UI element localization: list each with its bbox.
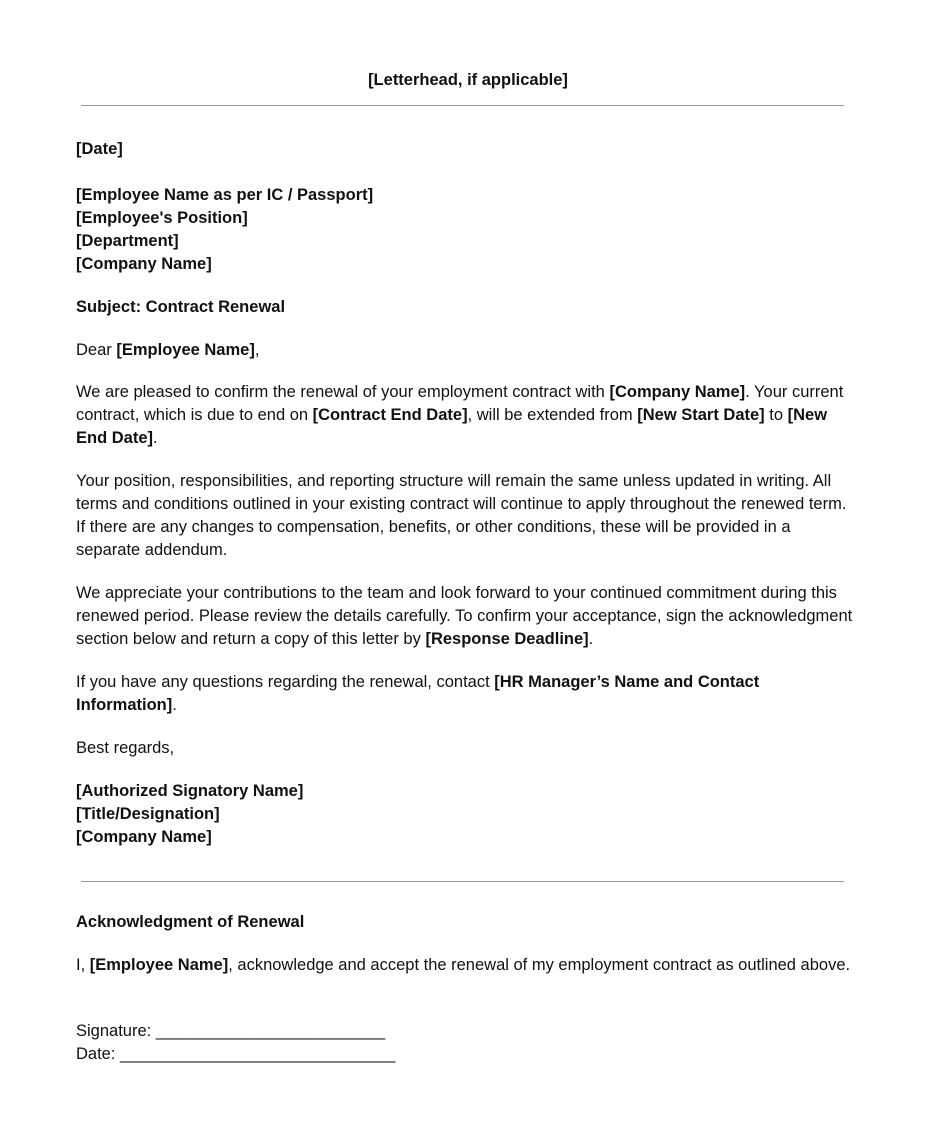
renewal-paragraph	[76, 381, 856, 450]
p3-text-1: We appreciate your contributions to the team and look forward to your continued commitment during this renewed period. Please review the details carefully. To confirm your acceptance, sign the acknowledgment section below and return a copy of this letter by	[76, 584, 853, 648]
date-placeholder: [Date]	[76, 140, 123, 158]
signature-line: Signature: _________________________	[76, 1022, 386, 1040]
ack-employee-name: [Employee Name]	[89, 956, 229, 974]
acknowledgment-statement	[76, 954, 856, 977]
signatory-company: [Company Name]	[76, 828, 212, 846]
letterhead: [Letterhead, if applicable]	[368, 71, 568, 89]
p4-contact: [HR Manager’s Name and Contact Information]	[76, 673, 760, 714]
recipient-position: [Employee's Position]	[76, 209, 248, 227]
p1-end-date: [Contract End Date]	[312, 406, 468, 424]
closing: Best regards,	[76, 739, 175, 757]
terms-paragraph: Your position, responsibilities, and reporting structure will remain the same unless updated in writing. All terms and conditions outlined in your existing contract will continue to apply throughout the renewed term. If there are any changes to compensation, benefits, or other conditions, these will be provided in a separate addendum.	[76, 472, 847, 559]
acknowledgment-divider	[81, 881, 844, 882]
p4-text-1: If you have any questions regarding the renewal, contact	[76, 673, 495, 691]
p4-text-2: .	[172, 696, 177, 714]
ack-text-1: I,	[76, 956, 90, 974]
acknowledgment-fields	[76, 1020, 856, 1066]
p1-text-2: . Your current contract, which is due to end on	[76, 383, 844, 424]
p3-deadline: [Response Deadline]	[425, 630, 589, 648]
subject-line: Subject: Contract Renewal	[76, 298, 286, 316]
p1-new-end: [New End Date]	[76, 406, 828, 447]
p1-new-start: [New Start Date]	[637, 406, 765, 424]
p1-text-4: to	[764, 406, 788, 424]
date-line: Date: ______________________________	[76, 1045, 396, 1063]
salutation-name: [Employee Name]	[116, 341, 255, 359]
appreciation-paragraph	[76, 582, 856, 651]
recipient-name: [Employee Name as per IC / Passport]	[76, 186, 374, 204]
recipient-company: [Company Name]	[76, 255, 212, 273]
salutation	[76, 339, 856, 362]
signatory-title: [Title/Designation]	[76, 805, 220, 823]
recipient-block	[76, 184, 856, 276]
recipient-department: [Department]	[76, 232, 179, 250]
header-divider	[81, 105, 844, 106]
signatory-block	[76, 780, 856, 849]
salutation-suffix: ,	[254, 341, 260, 359]
acknowledgment-title: Acknowledgment of Renewal	[76, 913, 305, 931]
signatory-name: [Authorized Signatory Name]	[76, 782, 304, 800]
p1-text-5: .	[153, 429, 158, 447]
ack-text-2: , acknowledge and accept the renewal of my employment contract as outlined above.	[228, 956, 851, 974]
p3-text-2: .	[588, 630, 594, 648]
salutation-prefix: Dear	[76, 341, 117, 359]
contact-paragraph	[76, 671, 856, 717]
p1-text-3: , will be extended from	[467, 406, 638, 424]
p1-company: [Company Name]	[609, 383, 746, 401]
p1-text-1: We are pleased to confirm the renewal of your employment contract with	[76, 383, 610, 401]
